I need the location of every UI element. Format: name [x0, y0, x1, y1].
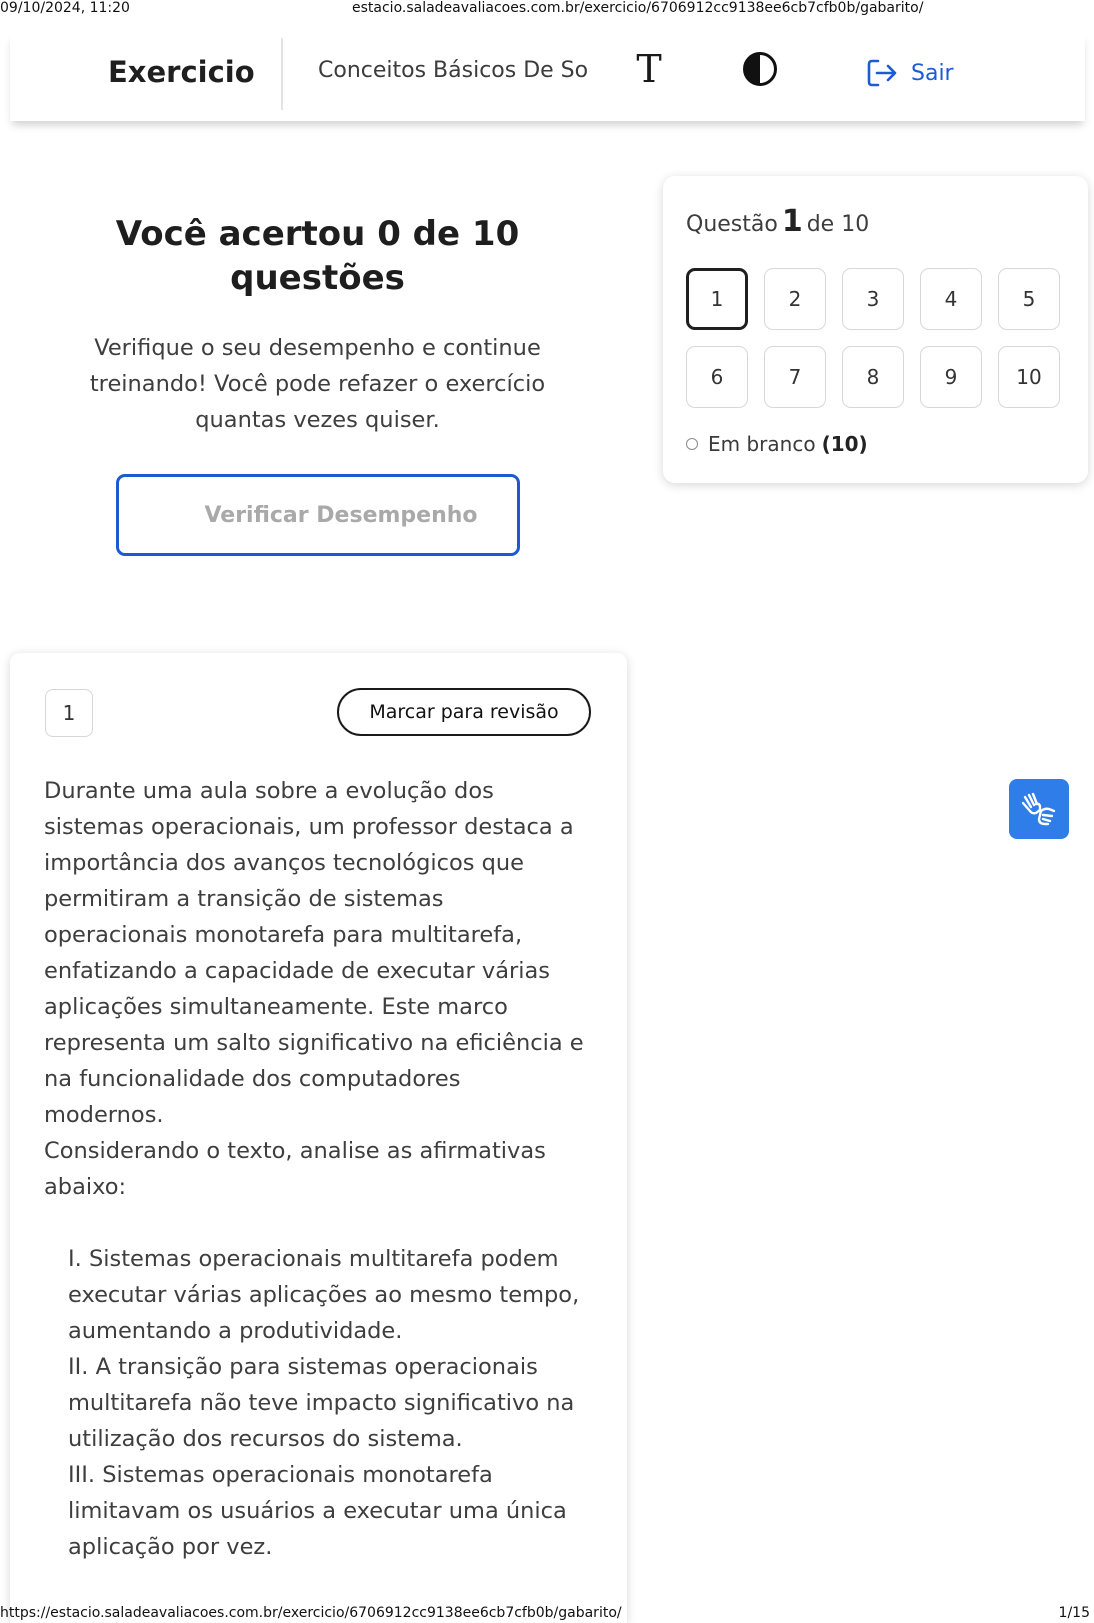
- print-footer-url: https://estacio.saladeavaliacoes.com.br/exercicio/6706912cc9138ee6cb7cfb0b/gabarito/: [0, 1605, 622, 1621]
- question-button[interactable]: 9: [920, 346, 982, 408]
- question-line: sistemas operacionais, um professor destaca a: [44, 814, 574, 840]
- question-line: enfatizando a capacidade de executar várias: [44, 958, 551, 984]
- print-header: [0, 0, 1094, 18]
- blank-circle-icon: [686, 438, 698, 450]
- blank-count: (10): [821, 432, 868, 456]
- question-button[interactable]: 7: [764, 346, 826, 408]
- question-line: na funcionalidade dos computadores: [44, 1066, 461, 1092]
- print-page-number: 1/15: [1058, 1605, 1090, 1621]
- result-desc-line: quantas vezes quiser.: [195, 407, 440, 433]
- navigator-prefix: Questão: [686, 212, 778, 237]
- question-text: [44, 773, 600, 1565]
- question-button[interactable]: 10: [998, 346, 1060, 408]
- statement-line: executar várias aplicações ao mesmo tempo,: [68, 1282, 580, 1308]
- result-title-line: questões: [230, 258, 405, 298]
- question-line: representa um salto significativo na eficiência e: [44, 1030, 584, 1056]
- result-description: [60, 330, 575, 438]
- blank-status: [686, 432, 868, 456]
- navigator-current: 1: [781, 204, 803, 239]
- result-desc-line: treinando! Você pode refazer o exercício: [89, 371, 546, 397]
- mark-for-review-button[interactable]: Marcar para revisão: [337, 688, 591, 736]
- result-summary: [60, 212, 575, 438]
- question-line: modernos.: [44, 1102, 164, 1128]
- question-number-badge: 1: [45, 689, 93, 737]
- question-line: permitiram a transição de sistemas: [44, 886, 444, 912]
- statement-line: limitavam os usuários a executar uma única: [68, 1498, 567, 1524]
- question-navigator: [663, 176, 1088, 483]
- question-line: importância dos avanços tecnológicos que: [44, 850, 524, 876]
- question-line: operacionais monotarefa para multitarefa,: [44, 922, 523, 948]
- question-button[interactable]: 4: [920, 268, 982, 330]
- font-size-icon[interactable]: T: [636, 47, 662, 91]
- result-title: [60, 212, 575, 300]
- question-line: aplicações simultaneamente. Este marco: [44, 994, 508, 1020]
- result-desc-line: Verifique o seu desempenho e continue: [94, 335, 541, 361]
- statement-line: aumentando a produtividade.: [68, 1318, 403, 1344]
- navigator-title: [686, 204, 869, 239]
- question-button[interactable]: 6: [686, 346, 748, 408]
- navigator-suffix: de 10: [806, 212, 870, 237]
- verify-performance-button[interactable]: Verificar Desempenho: [116, 474, 520, 556]
- print-footer: [0, 1605, 1094, 1623]
- question-card: [10, 653, 627, 1623]
- top-navbar: [10, 33, 1085, 121]
- statement-line: I. Sistemas operacionais multitarefa podem: [68, 1246, 559, 1272]
- contrast-icon[interactable]: [742, 51, 778, 87]
- question-button[interactable]: 5: [998, 268, 1060, 330]
- brand-title: Exercicio: [108, 55, 255, 89]
- accessibility-button[interactable]: [1009, 779, 1069, 839]
- statement-line: III. Sistemas operacionais monotarefa: [68, 1462, 493, 1488]
- question-line: Durante uma aula sobre a evolução dos: [44, 778, 494, 804]
- statement-line: multitarefa não teve impacto significativo na: [68, 1390, 575, 1416]
- question-line: Considerando o texto, analise as afirmativas: [44, 1138, 546, 1164]
- question-button[interactable]: 2: [764, 268, 826, 330]
- logout-button[interactable]: [865, 55, 954, 91]
- question-button[interactable]: 3: [842, 268, 904, 330]
- print-url: estacio.saladeavaliacoes.com.br/exercicio/6706912cc9138ee6cb7cfb0b/gabarito/: [352, 0, 924, 16]
- statement-list: [44, 1241, 600, 1565]
- logout-label: Sair: [911, 60, 954, 86]
- print-datetime: 09/10/2024, 11:20: [0, 0, 130, 16]
- course-title: Conceitos Básicos De So: [318, 58, 589, 83]
- question-button[interactable]: 8: [842, 346, 904, 408]
- statement-line: II. A transição para sistemas operacionais: [68, 1354, 538, 1380]
- blank-label: Em branco: [708, 432, 816, 456]
- question-grid: [686, 268, 1062, 408]
- result-title-line: Você acertou 0 de 10: [115, 214, 520, 254]
- logout-icon: [865, 56, 899, 90]
- statement-line: aplicação por vez.: [68, 1534, 273, 1560]
- statement-line: utilização dos recursos do sistema.: [68, 1426, 463, 1452]
- sign-language-icon: [1019, 789, 1059, 829]
- navbar-divider: [281, 38, 283, 110]
- question-button[interactable]: 1: [686, 268, 748, 330]
- question-line: abaixo:: [44, 1174, 127, 1200]
